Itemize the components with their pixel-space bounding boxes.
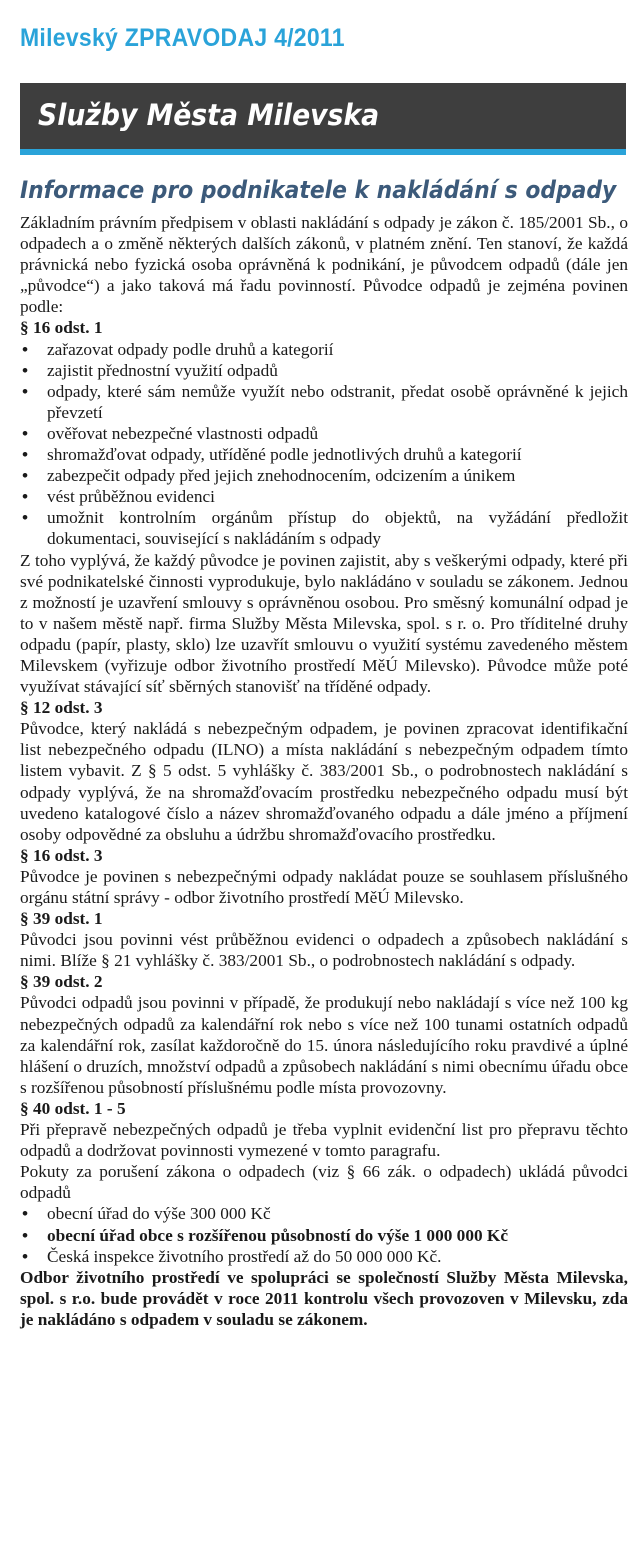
list-item: • shromažďovat odpady, utříděné podle jednotlivých druhů a kategorií: [20, 444, 628, 465]
section-heading: § 39 odst. 1: [20, 909, 103, 929]
fine-item: • obecní úřad obce s rozšířenou působností do výše 1 000 000 Kč: [20, 1225, 628, 1246]
paragraph: Původci jsou povinni vést průběžnou evidenci o odpadech a způsobech nakládání s nimi. Blíže § 21 vyhlášky č. 383/2001 Sb., o podrobnostech nakládání s odpady.: [20, 930, 628, 971]
article-headline: Informace pro podnikatele k nakládání s odpady: [20, 176, 617, 204]
intro-paragraph: Základním právním předpisem v oblasti nakládání s odpady je zákon č. 185/2001 Sb., o odpadech a o změně některých dalších zákonů, v platném znění. Ten stanoví, že každá právnická nebo fyzická osoba oprávněná k podnikání, je původcem odpadů (dále jen „původce“) a jako taková má řadu povinností. Původce odpadů je zejména povinen podle:: [20, 213, 628, 317]
list-item: • zařazovat odpady podle druhů a kategorií: [20, 339, 628, 360]
paragraph: Původce je povinen s nebezpečnými odpady nakládat pouze se souhlasem příslušného orgánu státní správy - odbor životního prostředí MěÚ Milevsko.: [20, 866, 628, 907]
section-heading: § 16 odst. 3: [20, 845, 103, 865]
fines-list: [20, 1203, 628, 1266]
section-heading: § 16 odst. 1: [20, 318, 103, 338]
paragraph: Původce, který nakládá s nebezpečným odpadem, je povinen zpracovat identifikační list nebezpečného odpadu (ILNO) a místa nakládání s nebezpečným odpadem tímto listem vybavit. Z § 5 odst. 5 vyhlášky č. 383/2001 Sb., o podrobnostech nakládání s odpady vyplývá, že na shromažďovacím prostředku nebezpečného odpadu musí být uvedeno katalogové číslo a název shromažďovaného odpadu a dále jméno a příjmení osoby odpovědné za obsluhu a údržbu shromažďovacího prostředku.: [20, 719, 628, 844]
list-item: • odpady, které sám nemůže využít nebo odstranit, předat osobě oprávněné k jejich převzetí: [20, 381, 628, 423]
closing-paragraph: Odbor životního prostředí ve spolupráci se společností Služby Města Milevska, spol. s r.o. bude provádět v roce 2011 kontrolu všech provozoven v Milevsku, zda je nakládáno s odpadem v souladu se zákonem.: [20, 1267, 628, 1329]
fine-item: • obecní úřad do výše 300 000 Kč: [20, 1203, 628, 1224]
list-item: • umožnit kontrolním orgánům přístup do objektů, na vyžádání předložit dokumentaci, související s nakládáním s odpady: [20, 507, 628, 549]
list-item: • zabezpečit odpady před jejich znehodnocením, odcizením a únikem: [20, 465, 628, 486]
banner-title: Služby Města Milevska: [38, 98, 380, 132]
list-item: • zajistit přednostní využití odpadů: [20, 360, 628, 381]
paragraph: Původci odpadů jsou povinni v případě, že produkují nebo nakládají s více než 100 kg nebezpečných odpadů za kalendářní rok nebo s více než 100 tunami ostatních odpadů za kalendářní rok, zasílat každoročně do 15. února následujícího roku pravdivé a úplné hlášení o druzích, množství odpadů a způsobech nakládání s nimi obecnímu úřadu obce s rozšířenou působností příslušnému podle místa provozovny.: [20, 993, 628, 1097]
list-item: • vést průběžnou evidenci: [20, 486, 628, 507]
list-item: • ověřovat nebezpečné vlastnosti odpadů: [20, 423, 628, 444]
obligations-list: [20, 339, 628, 550]
masthead: Milevský ZPRAVODAJ 4/2011: [20, 24, 345, 52]
fines-intro: Pokuty za porušení zákona o odpadech (viz § 66 zák. o odpadech) ukládá původci odpadů: [20, 1162, 628, 1203]
section-heading: § 39 odst. 2: [20, 972, 103, 992]
section-banner: [20, 83, 626, 155]
fine-item: • Česká inspekce životního prostředí až do 50 000 000 Kč.: [20, 1246, 628, 1267]
article-body: [20, 212, 628, 1330]
section-heading: § 12 odst. 3: [20, 698, 103, 718]
paragraph: Při přepravě nebezpečných odpadů je třeba vyplnit evidenční list pro přepravu těchto odpadů a dodržovat povinnosti vymezené v tomto paragrafu.: [20, 1120, 628, 1161]
section-heading: § 40 odst. 1 - 5: [20, 1098, 126, 1118]
paragraph: Z toho vyplývá, že každý původce je povinen zajistit, aby s veškerými odpady, které při své podnikatelské činnosti vyprodukuje, bylo nakládáno v souladu se zákonem. Jednou z možností je uzavření smlouvy s oprávněnou osobou. Pro směsný komunální odpad je to v našem městě např. firma Služby Města Milevska, spol. s r. o. Pro tříditelné druhy odpadu (papír, plasty, sklo) lze uzavřít smlouvu o využití systému zavedeného městem Milevskem (vyřizuje odbor životního prostředí MěÚ Milevsko). Původce může poté využívat stávající síť sběrných stanovišť na tříděné odpady.: [20, 550, 628, 697]
